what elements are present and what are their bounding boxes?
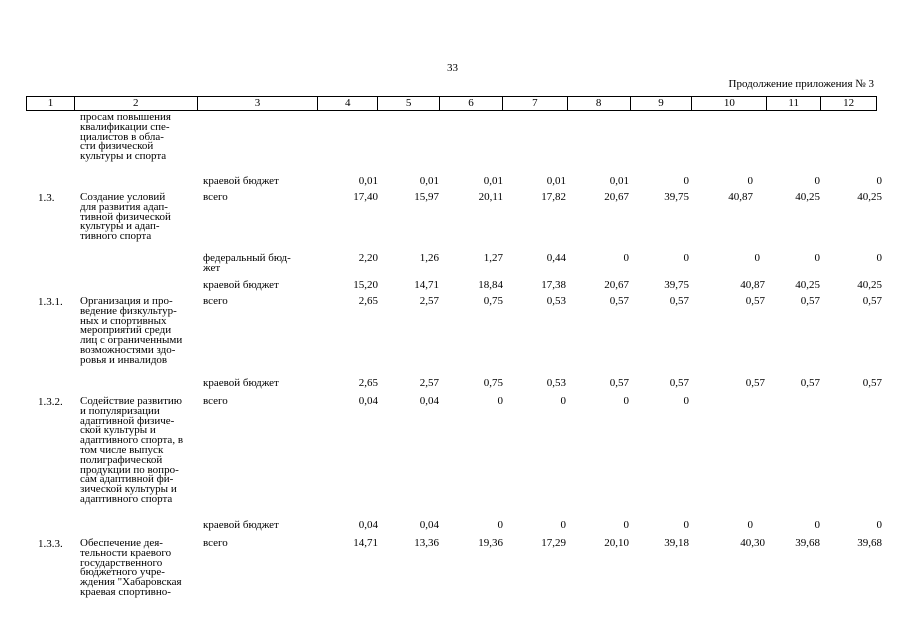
value-cell: 40,87 <box>740 279 765 291</box>
value-cell: 0 <box>560 519 566 531</box>
value-cell: 0,04 <box>419 519 439 531</box>
value-cell: 20,11 <box>478 191 503 203</box>
value-cell: 17,40 <box>353 191 378 203</box>
value-cell: 0 <box>747 519 753 531</box>
row-budget: федеральный бюд- жет <box>203 252 291 274</box>
value-cell: 40,87 <box>728 191 753 203</box>
value-cell: 1,27 <box>483 252 503 264</box>
table-header-row <box>26 96 877 111</box>
row-budget: краевой бюджет <box>203 175 279 187</box>
value-cell: 40,25 <box>795 279 820 291</box>
value-cell: 2,65 <box>358 295 378 307</box>
page-number: 33 <box>447 62 458 74</box>
value-cell: 0,57 <box>862 377 882 389</box>
header-cell: 6 <box>440 97 503 110</box>
value-cell: 18,84 <box>478 279 503 291</box>
row-budget: всего <box>203 395 228 407</box>
value-cell: 0 <box>876 519 882 531</box>
value-cell: 40,25 <box>857 279 882 291</box>
value-cell: 0,44 <box>546 252 566 264</box>
value-cell: 0,01 <box>609 175 629 187</box>
value-cell: 0 <box>814 252 820 264</box>
value-cell: 0,01 <box>419 175 439 187</box>
value-cell: 17,29 <box>541 537 566 549</box>
value-cell: 0 <box>683 395 689 407</box>
value-cell: 20,67 <box>604 191 629 203</box>
value-cell: 0,57 <box>609 377 629 389</box>
value-cell: 0,57 <box>862 295 882 307</box>
header-cell: 8 <box>568 97 631 110</box>
row-budget: всего <box>203 537 228 549</box>
row-name: Организация и про- ведение физкультур- ных и спортивных мероприятий среди лиц с ограниченными возможностями здо- ровья и инвалидов <box>80 295 183 366</box>
value-cell: 0,57 <box>800 295 820 307</box>
row-code: 1.3. <box>38 192 55 204</box>
row-budget: краевой бюджет <box>203 519 279 531</box>
value-cell: 0,57 <box>669 295 689 307</box>
value-cell: 0 <box>683 252 689 264</box>
value-cell: 0,57 <box>669 377 689 389</box>
value-cell: 0,75 <box>483 377 503 389</box>
row-budget: краевой бюджет <box>203 279 279 291</box>
row-name: Обеспечение дея- тельности краевого государственного бюджетного учре- ждения "Хабаровская краевая спортивно- <box>80 537 182 598</box>
value-cell: 0,01 <box>483 175 503 187</box>
header-cell: 9 <box>631 97 693 110</box>
value-cell: 0,01 <box>546 175 566 187</box>
row-code: 1.3.1. <box>38 296 63 308</box>
header-cell: 11 <box>767 97 821 110</box>
value-cell: 0 <box>814 175 820 187</box>
value-cell: 39,75 <box>664 191 689 203</box>
value-cell: 2,65 <box>358 377 378 389</box>
value-cell: 0,04 <box>419 395 439 407</box>
value-cell: 15,97 <box>414 191 439 203</box>
value-cell: 40,25 <box>795 191 820 203</box>
value-cell: 0 <box>497 395 503 407</box>
value-cell: 0 <box>623 395 629 407</box>
row-budget: всего <box>203 295 228 307</box>
appendix-continuation-label: Продолжение приложения № 3 <box>728 78 874 90</box>
value-cell: 0,53 <box>546 295 566 307</box>
value-cell: 0 <box>876 175 882 187</box>
header-cell: 2 <box>75 97 198 110</box>
value-cell: 39,68 <box>795 537 820 549</box>
value-cell: 0,04 <box>358 519 378 531</box>
value-cell: 20,10 <box>604 537 629 549</box>
value-cell: 39,18 <box>664 537 689 549</box>
value-cell: 0,57 <box>800 377 820 389</box>
value-cell: 17,38 <box>541 279 566 291</box>
value-cell: 0 <box>683 519 689 531</box>
value-cell: 0 <box>683 175 689 187</box>
value-cell: 2,57 <box>419 377 439 389</box>
row-name: Создание условий для развития адап- тивной физической культуры и адап- тивного спорта <box>80 191 171 243</box>
value-cell: 19,36 <box>478 537 503 549</box>
value-cell: 14,71 <box>353 537 378 549</box>
value-cell: 0 <box>560 395 566 407</box>
value-cell: 39,68 <box>857 537 882 549</box>
value-cell: 0,75 <box>483 295 503 307</box>
value-cell: 14,71 <box>414 279 439 291</box>
row-budget: всего <box>203 191 228 203</box>
value-cell: 0,53 <box>546 377 566 389</box>
row-budget: краевой бюджет <box>203 377 279 389</box>
value-cell: 13,36 <box>414 537 439 549</box>
value-cell: 40,25 <box>857 191 882 203</box>
value-cell: 0 <box>623 519 629 531</box>
value-cell: 20,67 <box>604 279 629 291</box>
value-cell: 0 <box>497 519 503 531</box>
header-cell: 12 <box>843 97 855 109</box>
value-cell: 40,30 <box>740 537 765 549</box>
row-code: 1.3.3. <box>38 538 63 550</box>
value-cell: 15,20 <box>353 279 378 291</box>
value-cell: 0 <box>747 175 753 187</box>
value-cell: 17,82 <box>541 191 566 203</box>
value-cell: 0,01 <box>358 175 378 187</box>
value-cell: 0 <box>623 252 629 264</box>
header-cell: 5 <box>378 97 440 110</box>
value-cell: 0 <box>754 252 760 264</box>
value-cell: 2,20 <box>358 252 378 264</box>
row-code: 1.3.2. <box>38 396 63 408</box>
value-cell: 0,57 <box>745 377 765 389</box>
value-cell: 0 <box>814 519 820 531</box>
value-cell: 0,57 <box>745 295 765 307</box>
header-cell: 4 <box>318 97 378 110</box>
row-name: Содействие развитию и популяризации адаптивной физиче- ской культуры и адаптивного спорта, в том числе выпуск полиграфической продукции по вопро- сам адаптивной фи- зической культуры и адаптивного спорта <box>80 395 184 505</box>
row-name: просам повышения квалификации спе- циалистов в обла- сти физической культуры и спорта <box>80 111 171 163</box>
value-cell: 1,26 <box>419 252 439 264</box>
value-cell: 2,57 <box>419 295 439 307</box>
header-cell: 3 <box>198 97 319 110</box>
header-cell: 1 <box>27 97 75 110</box>
value-cell: 0 <box>876 252 882 264</box>
value-cell: 0,57 <box>609 295 629 307</box>
header-cell: 10 <box>692 97 767 110</box>
value-cell: 39,75 <box>664 279 689 291</box>
header-cell: 7 <box>503 97 568 110</box>
value-cell: 0,04 <box>358 395 378 407</box>
